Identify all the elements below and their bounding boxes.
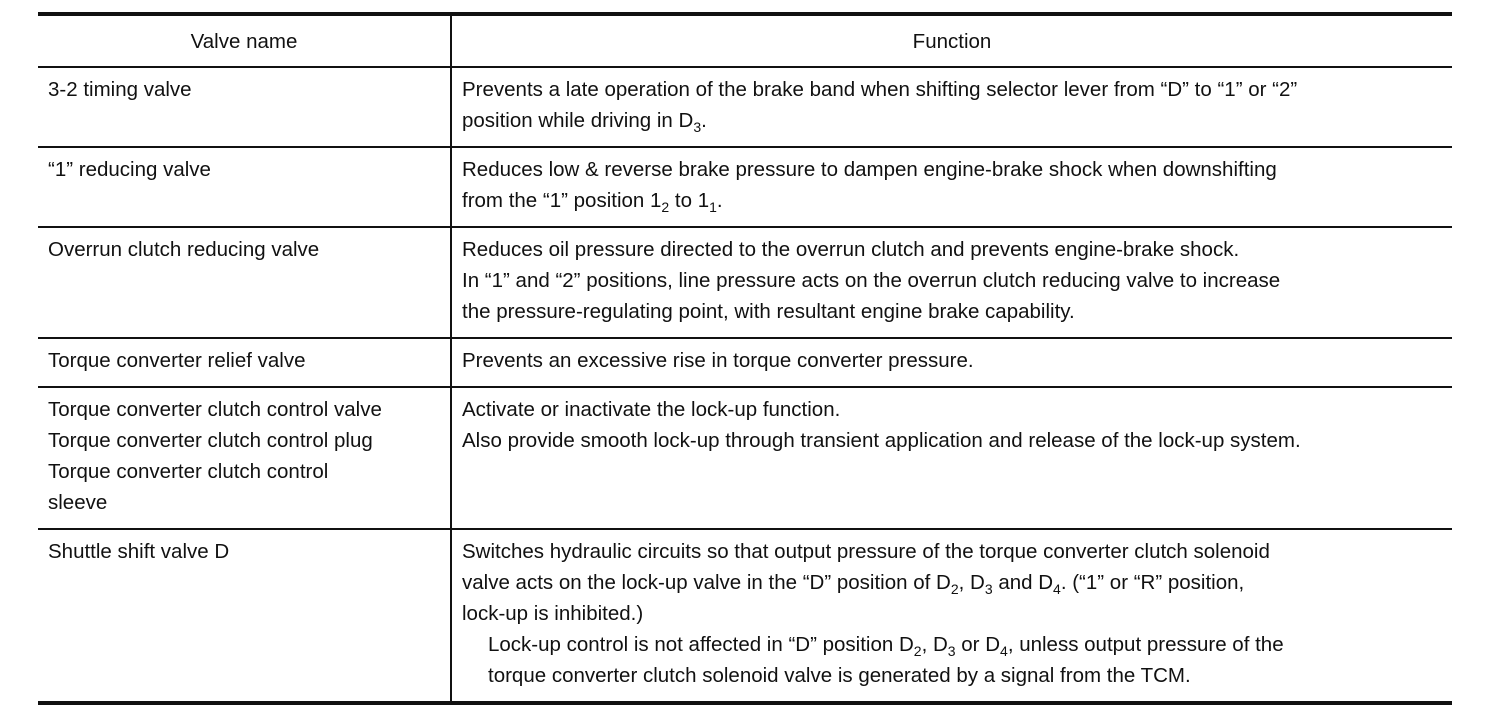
function-text: lock-up is inhibited.) [462,602,644,625]
subscript: 1 [709,199,717,215]
valve-name-cell [38,227,451,338]
valve-name-line: Torque converter clutch control valve [48,398,382,421]
function-text: In “1” and “2” positions, line pressure acts on the overrun clutch reducing valve to increase [462,269,1281,292]
function-line [462,345,1444,376]
function-cell [451,67,1452,147]
subscript: 2 [950,581,959,597]
table-row [38,529,1452,703]
function-cell [451,227,1452,338]
table [38,12,1452,705]
function-cell [451,529,1452,703]
function-line [462,296,1444,327]
function-cell [451,147,1452,227]
table-row [38,338,1452,387]
function-line [462,567,1444,598]
valve-name-line: 3-2 timing valve [48,78,192,101]
function-line [462,598,1444,629]
function-text: Prevents an excessive rise in torque converter pressure. [462,349,974,372]
function-line [462,660,1444,691]
subscript: 3 [984,581,993,597]
header-valve-name: Valve name [38,14,451,67]
function-text: or D [955,633,1001,656]
function-line [462,74,1444,105]
valve-name-line: Torque converter relief valve [48,349,306,372]
function-text: , unless output pressure of the [1007,633,1284,656]
subscript: 4 [1000,643,1008,659]
valve-function-table [38,12,1452,705]
function-line [462,234,1444,265]
function-text: Activate or inactivate the lock-up function. [462,398,841,421]
subscript: 2 [661,199,670,215]
function-line [462,536,1444,567]
function-text: Switches hydraulic circuits so that output pressure of the torque converter clutch solenoid [462,540,1270,563]
valve-name-line: Shuttle shift valve D [48,540,230,563]
valve-name-line: Torque converter clutch control plug [48,429,373,452]
function-text: valve acts on the lock-up valve in the “D” position of D [462,571,951,594]
function-text: Prevents a late operation of the brake band when shifting selector lever from “D” to “1” or “2” [462,78,1298,101]
table-row [38,67,1452,147]
function-text: . [701,109,707,132]
valve-name-cell [38,387,451,529]
header-row [38,14,1452,67]
function-text: and D [992,571,1054,594]
function-text: Reduces low & reverse brake pressure to dampen engine-brake shock when downshifting [462,158,1277,181]
function-text: . [716,189,723,212]
function-line [462,185,1444,216]
table-body [38,67,1452,703]
valve-name-cell [38,529,451,703]
table-row [38,147,1452,227]
function-text: torque converter clutch solenoid valve is generated by a signal from the TCM. [488,664,1191,687]
valve-name-cell [38,338,451,387]
valve-name-line: Torque converter clutch control [48,460,329,483]
table-row [38,387,1452,529]
subscript: 4 [1053,581,1061,597]
function-text: , D [958,571,985,594]
function-line [462,394,1444,425]
function-text: , D [921,633,948,656]
function-cell [451,387,1452,529]
table-row [38,227,1452,338]
function-text: from the “1” position 1 [462,189,662,212]
valve-name-line: “1” reducing valve [48,158,211,181]
valve-name-line: sleeve [48,491,108,514]
function-text: Also provide smooth lock-up through transient application and release of the lock-up system. [462,429,1301,452]
function-text: . (“1” or “R” position, [1060,571,1245,594]
function-line [462,154,1444,185]
function-text: Reduces oil pressure directed to the overrun clutch and prevents engine-brake shock. [462,238,1240,261]
subscript: 3 [947,643,956,659]
subscript: 2 [913,643,922,659]
valve-name-cell [38,147,451,227]
function-line [462,265,1444,296]
function-text: Lock-up control is not affected in “D” position D [488,633,914,656]
function-cell [451,338,1452,387]
function-text: to 1 [669,189,710,212]
header-function: Function [912,29,992,53]
function-text: the pressure-regulating point, with resultant engine brake capability. [462,300,1075,323]
valve-name-cell [38,67,451,147]
function-line [462,629,1444,660]
function-line [462,105,1444,136]
subscript: 3 [693,119,702,135]
valve-name-line: Overrun clutch reducing valve [48,238,320,261]
function-line [462,425,1444,456]
function-text: position while driving in D [462,109,694,132]
